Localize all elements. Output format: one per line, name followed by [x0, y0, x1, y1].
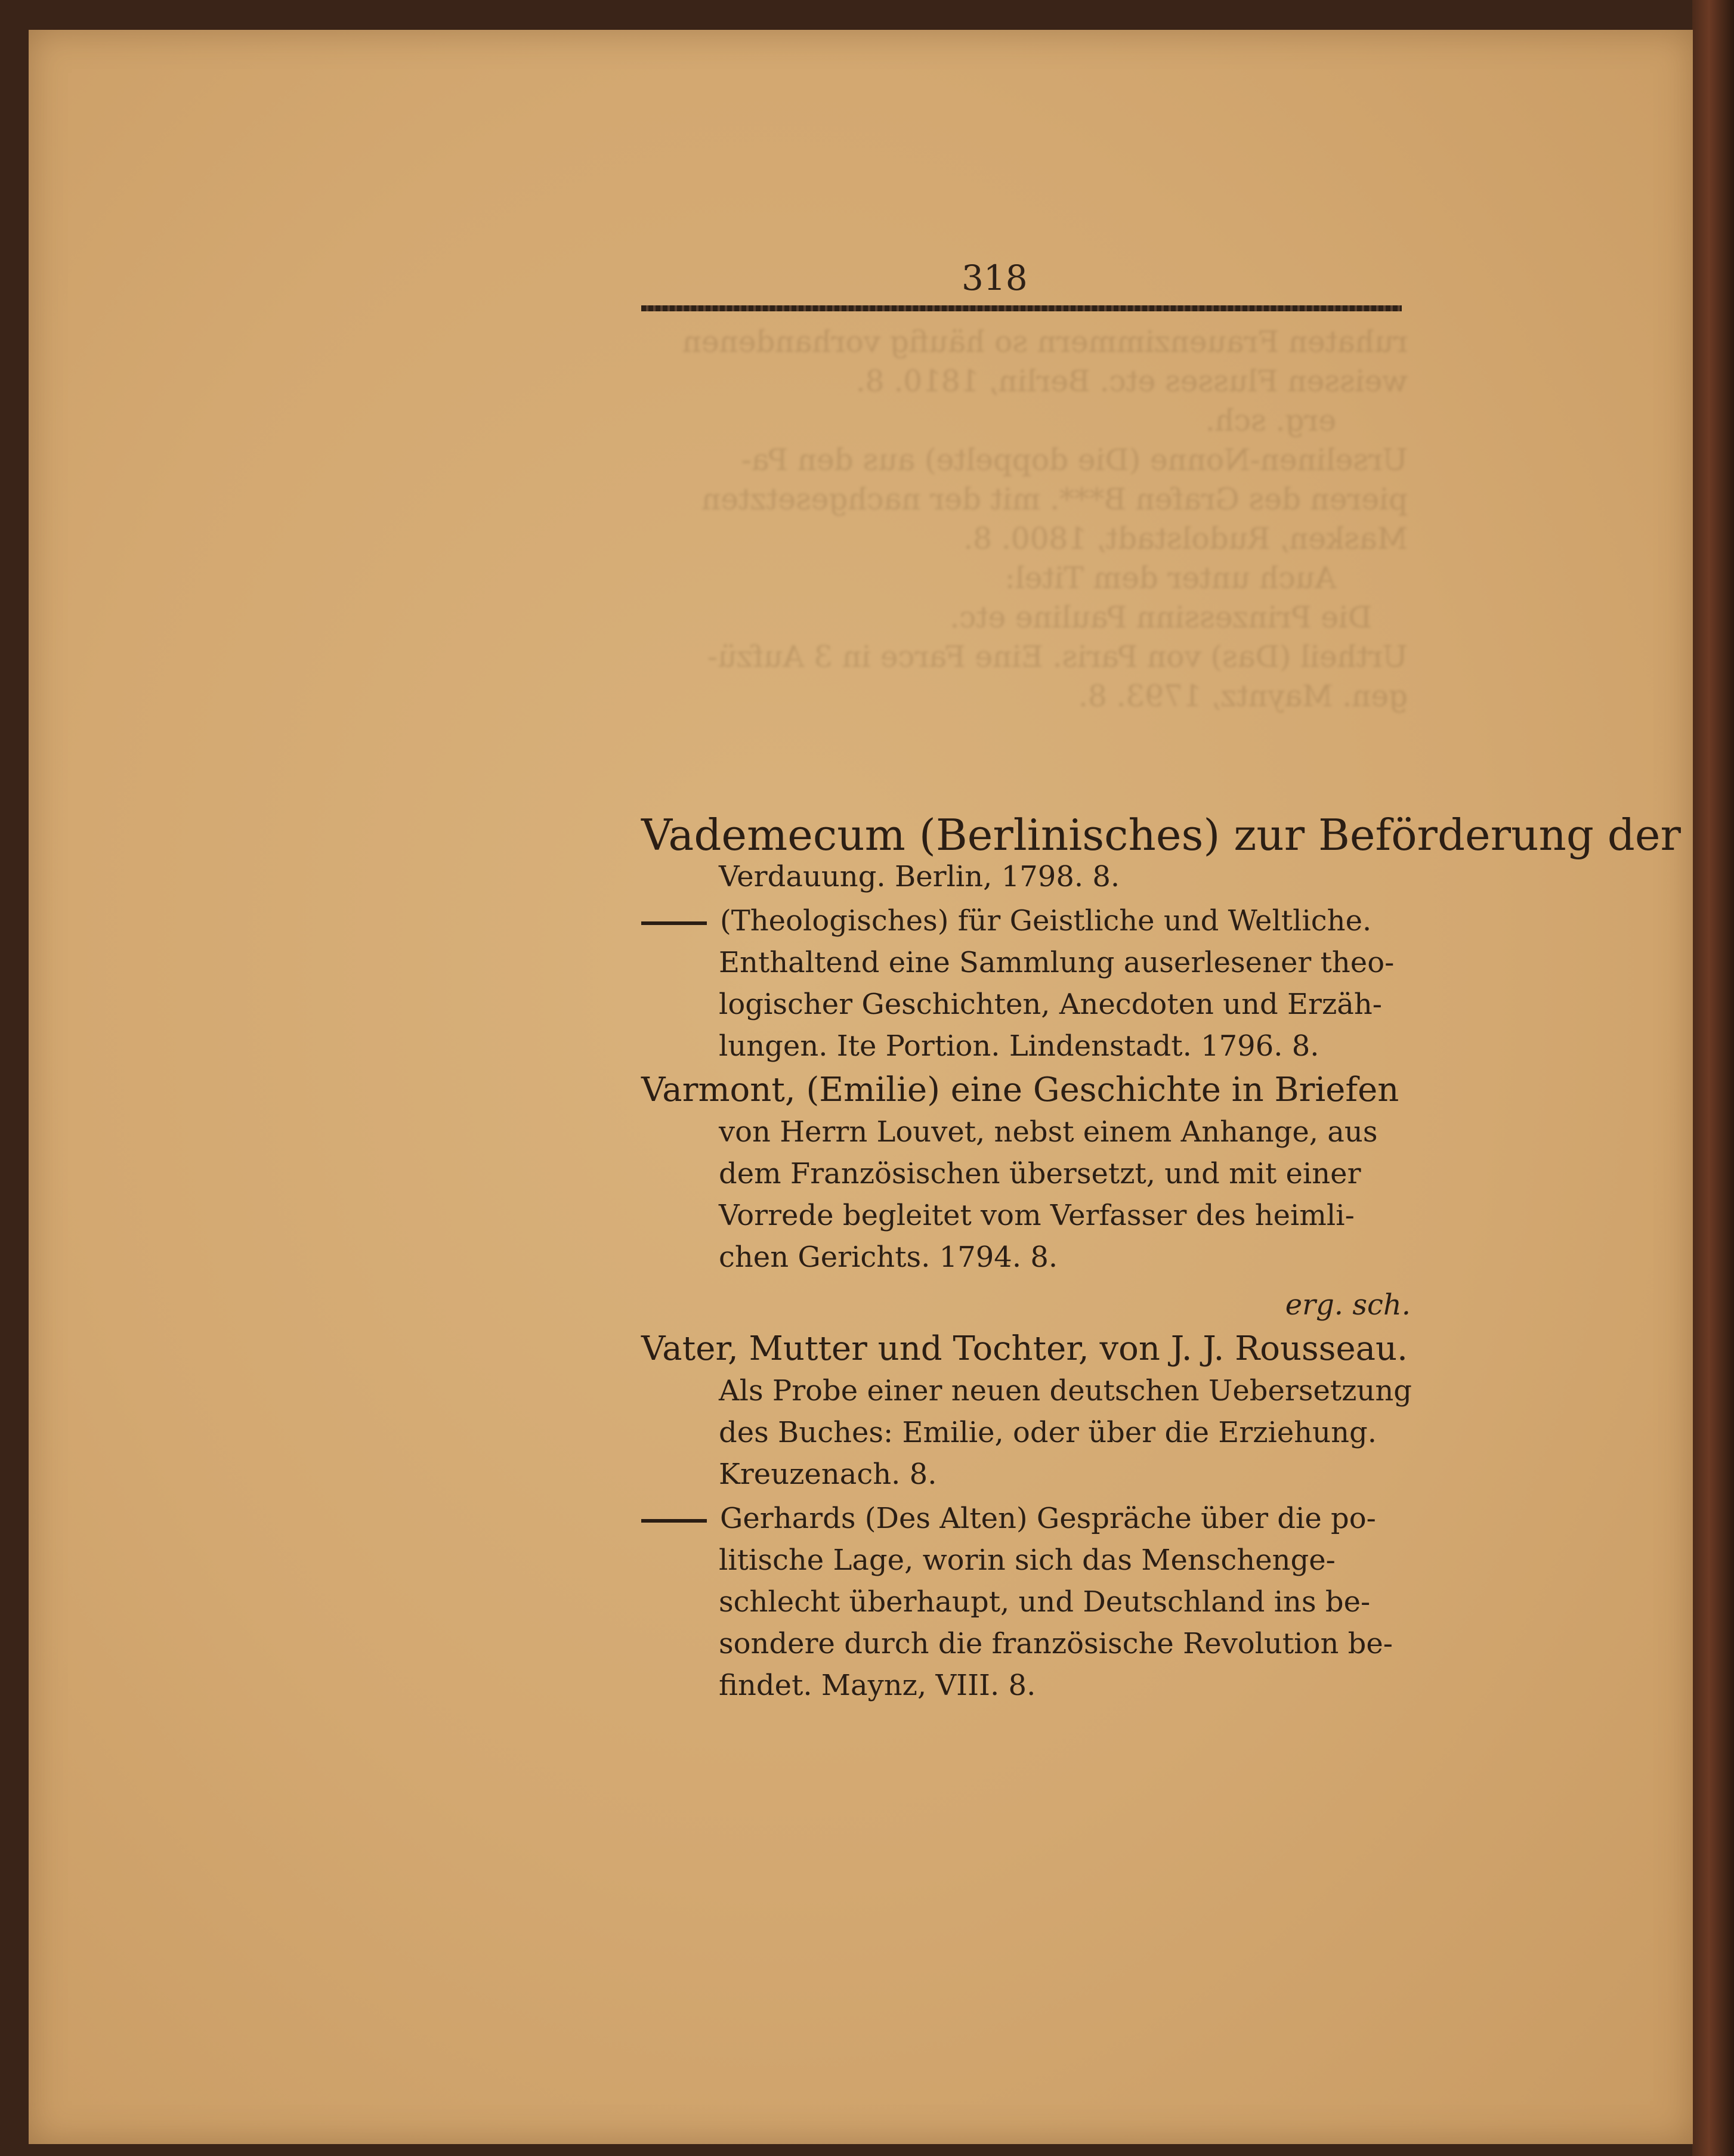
show-through-line: Auch unter dem Titel:: [1004, 561, 1336, 595]
entry-line: [641, 810, 1681, 860]
show-through-line: pieren des Grafen B***. mit der nachgesetzten: [701, 482, 1408, 516]
entry-line: chen Gerichts. 1794. 8.: [719, 1241, 1058, 1274]
entry-vademecum-theologisches: [641, 900, 1411, 1067]
entry-line: [641, 1498, 1411, 1539]
entry-line: Verdauung. Berlin, 1798. 8.: [719, 860, 1120, 893]
entry-line: [641, 900, 1411, 942]
show-through-text: [638, 322, 1408, 716]
entry-line: Vorrede begleitet vom Verfasser des heimli-: [719, 1199, 1355, 1232]
entry-vater-gerhards: [641, 1498, 1411, 1706]
entry-line: lungen. Ite Portion. Lindenstadt. 1796. 8.: [719, 1029, 1319, 1063]
entry-line: findet. Maynz, VIII. 8.: [719, 1669, 1036, 1702]
entry-line-text: (Theologisches) für Geistliche und Weltliche.: [720, 904, 1372, 938]
ditto-dash: [641, 1519, 707, 1523]
entry-line: logischer Geschichten, Anecdoten und Erzäh-: [719, 988, 1383, 1021]
entry-line: Vater, Mutter und Tochter, von J. J. Rousseau.: [641, 1329, 1408, 1368]
show-through-line: ruhaten Frauenzimmern so häufig vorhandenen: [682, 324, 1408, 359]
entry-line-text: Gerhards (Des Alten) Gespräche über die po-: [720, 1502, 1376, 1535]
entry-line: Als Probe einer neuen deutschen Uebersetzung: [719, 1374, 1412, 1408]
entry-line-text: Vademecum (Berlinisches) zur Beförderung der: [641, 810, 1681, 860]
entry-line: Enthaltend eine Sammlung auserlesener theo-: [719, 946, 1395, 979]
entry-vademecum-berlinisches: [641, 810, 1681, 898]
entry-line: Kreuzenach. 8.: [719, 1458, 937, 1491]
bibliography-entries: [641, 810, 1681, 1709]
entry-line: sondere durch die französische Revolution be-: [719, 1627, 1393, 1660]
entry-vater-mutter-tochter: [641, 1328, 1411, 1495]
show-through-line: Die Prinzessinn Pauline etc.: [950, 600, 1372, 635]
show-through-line: Masken, Rudolstadt, 1800. 8.: [963, 521, 1408, 556]
entry-line: schlecht überhaupt, und Deutschland ins be-: [719, 1585, 1371, 1619]
entry-varmont: [641, 1069, 1411, 1326]
show-through-line: Urselinen-Nonne (Die doppelte) aus den Pa-: [741, 443, 1408, 477]
entry-line: von Herrn Louvet, nebst einem Anhange, aus: [719, 1115, 1378, 1149]
entry-signature: erg. sch.: [1285, 1288, 1411, 1322]
header-rule: [641, 305, 1402, 311]
ditto-dash: [641, 921, 707, 925]
entry-line: litische Lage, worin sich das Menschenge-: [719, 1543, 1336, 1577]
book-spine-edge: [1692, 0, 1734, 2156]
show-through-line: Urtheil (Das) von Paris. Eine Farce in 3 Aufzü-: [707, 639, 1408, 674]
entry-line: dem Französischen übersetzt, und mit einer: [719, 1157, 1361, 1190]
show-through-line: weissen Flusses etc. Berlin, 1810. 8.: [855, 364, 1408, 398]
page-number: 318: [962, 258, 1028, 298]
entry-line: Varmont, (Emilie) eine Geschichte in Briefen: [641, 1071, 1399, 1109]
show-through-line: gen. Mayntz, 1793. 8.: [1078, 679, 1408, 713]
show-through-line: erg. sch.: [1205, 403, 1336, 438]
entry-line: des Buches: Emilie, oder über die Erziehung.: [719, 1416, 1377, 1449]
